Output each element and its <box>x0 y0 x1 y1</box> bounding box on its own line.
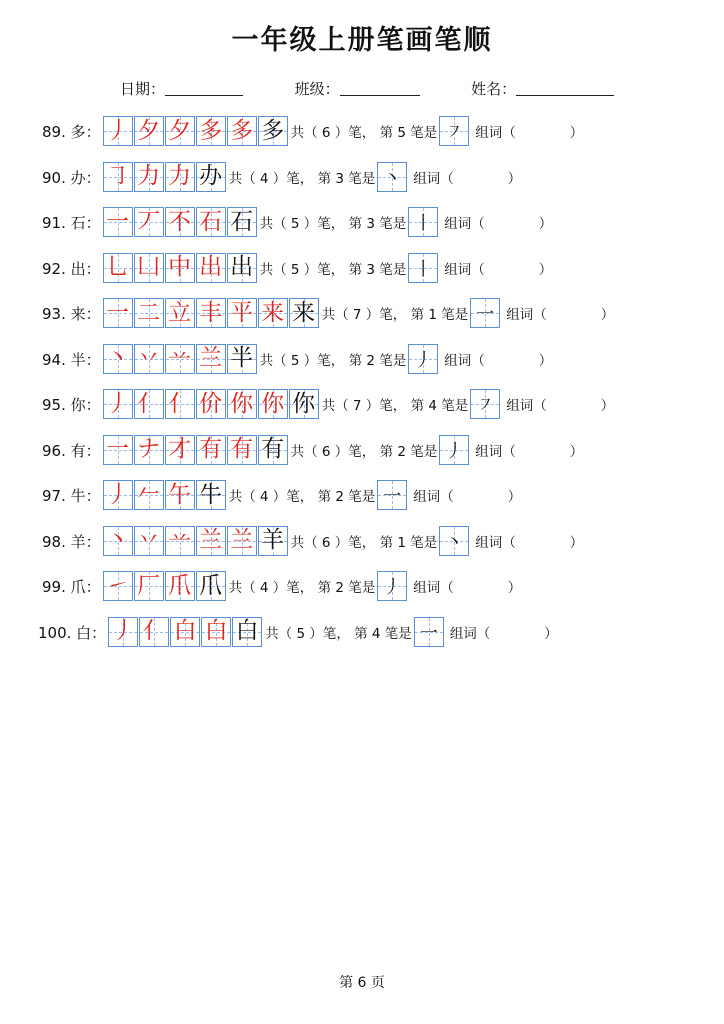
step-glyph: 䒑 <box>168 527 192 553</box>
step-glyph: 一 <box>106 299 130 326</box>
word-practice-field[interactable]: 组词（ ） <box>506 398 615 414</box>
step-glyph: 有 <box>230 436 254 462</box>
stroke-count-text: 共（ 6 ）笔， 第 5 笔是 <box>290 125 438 141</box>
exercise-row <box>42 338 552 374</box>
step-glyph: 牛 <box>199 481 223 508</box>
exercise-number: 93. 来： <box>42 305 101 323</box>
step-box <box>227 116 257 146</box>
step-glyph: 才 <box>168 436 192 462</box>
step-glyph: 一 <box>106 208 130 235</box>
info-bar <box>120 78 614 99</box>
stroke-count-text: 共（ 4 ）笔， 第 2 笔是 <box>228 580 376 596</box>
word-practice-field[interactable]: 组词（ ） <box>413 580 522 596</box>
step-glyph: ㇀ <box>106 572 130 599</box>
name-field[interactable] <box>516 81 614 96</box>
step-box <box>258 435 288 465</box>
stroke-steps <box>103 480 227 510</box>
answer-stroke-glyph: ㇇ <box>476 395 495 416</box>
exercise-number: 95. 你： <box>42 396 101 414</box>
answer-stroke-box <box>377 571 407 601</box>
step-glyph: 凵 <box>137 254 161 280</box>
step-box <box>134 480 164 510</box>
exercise-row <box>42 474 521 510</box>
step-box <box>196 207 226 237</box>
answer-stroke-box <box>414 617 444 647</box>
answer-stroke-box <box>470 389 500 419</box>
step-glyph: 来 <box>292 299 316 326</box>
step-glyph: 䒑 <box>168 345 192 371</box>
stroke-steps <box>103 116 289 146</box>
word-practice-field[interactable]: 组词（ ） <box>413 489 522 505</box>
answer-stroke-glyph: ㇇ <box>445 122 464 143</box>
answer-stroke-glyph: 丿 <box>383 577 402 598</box>
exercise-number: 96. 有： <box>42 441 101 460</box>
exercise-row <box>42 520 583 556</box>
step-glyph: 出 <box>230 254 254 280</box>
step-box <box>165 116 195 146</box>
step-glyph: 价 <box>199 390 223 417</box>
step-box <box>103 571 133 601</box>
step-glyph: 丷 <box>137 527 161 553</box>
step-box <box>134 435 164 465</box>
answer-stroke-box <box>470 298 500 328</box>
stroke-count-text: 共（ 6 ）笔， 第 1 笔是 <box>290 534 438 551</box>
stroke-steps <box>103 389 320 419</box>
step-glyph: 石 <box>199 208 223 235</box>
step-box <box>134 116 164 146</box>
step-box <box>103 116 133 146</box>
step-box <box>165 207 195 237</box>
word-practice-field[interactable]: 组词（ ） <box>475 443 584 460</box>
stroke-steps <box>108 617 263 647</box>
step-box <box>170 617 200 647</box>
stroke-steps <box>103 207 258 237</box>
step-box <box>134 389 164 419</box>
stroke-steps <box>103 435 289 465</box>
step-box <box>134 207 164 237</box>
step-box <box>103 344 133 374</box>
step-glyph: 羊 <box>261 527 285 553</box>
step-glyph: ナ <box>137 436 161 462</box>
step-box <box>103 526 133 556</box>
step-glyph: 你 <box>292 390 316 417</box>
stroke-count-text: 共（ 5 ）笔， 第 4 笔是 <box>265 625 412 642</box>
step-glyph: 来 <box>261 299 285 326</box>
step-glyph: 二 <box>137 299 161 326</box>
answer-stroke-glyph: 丿 <box>445 440 464 462</box>
step-glyph: 丿 <box>106 481 130 508</box>
word-practice-field[interactable]: 组词（ ） <box>444 216 553 232</box>
stroke-count-text: 共（ 7 ）笔， 第 4 笔是 <box>321 398 469 414</box>
step-box <box>134 253 164 283</box>
answer-stroke-glyph: 一 <box>419 622 438 644</box>
exercise-number: 89. 多： <box>42 123 101 141</box>
stroke-count-text: 共（ 5 ）笔， 第 3 笔是 <box>259 261 407 278</box>
answer-stroke-glyph: 一 <box>476 304 495 325</box>
stroke-count-text: 共（ 7 ）笔， 第 1 笔是 <box>321 307 469 323</box>
step-box <box>134 298 164 328</box>
step-box <box>196 344 226 374</box>
answer-stroke-box <box>377 480 407 510</box>
step-glyph: 丿 <box>106 117 130 144</box>
class-label: 班级： <box>294 80 340 98</box>
step-glyph: ㇆ <box>106 163 130 189</box>
word-practice-field[interactable]: 组词（ ） <box>475 125 584 141</box>
stroke-steps <box>103 571 227 601</box>
step-box <box>227 344 257 374</box>
page-title: 一年级上册笔画笔顺 <box>231 25 493 56</box>
step-glyph: 亻 <box>142 618 166 644</box>
step-box <box>258 298 288 328</box>
answer-stroke-glyph: 丶 <box>383 167 402 189</box>
page-number: 第 6 页 <box>339 975 385 991</box>
step-glyph: 夕 <box>137 117 161 144</box>
exercise-number: 90. 办： <box>42 168 101 187</box>
step-box <box>196 480 226 510</box>
step-box <box>196 253 226 283</box>
step-box <box>108 617 138 647</box>
step-box <box>103 480 133 510</box>
step-box <box>227 435 257 465</box>
exercise-row <box>42 429 583 465</box>
name-label: 姓名： <box>471 80 517 98</box>
step-box <box>134 571 164 601</box>
date-label: 日期： <box>120 80 166 98</box>
answer-stroke-box <box>439 526 469 556</box>
step-glyph: 丿 <box>111 618 135 644</box>
word-practice-field[interactable]: 组词（ ） <box>506 307 615 323</box>
stroke-steps <box>103 344 258 374</box>
step-box <box>196 435 226 465</box>
step-box <box>258 389 288 419</box>
step-box <box>103 298 133 328</box>
step-glyph: 你 <box>261 390 285 417</box>
step-glyph: 丆 <box>137 208 161 235</box>
step-glyph: 乚 <box>106 254 130 280</box>
step-box <box>227 298 257 328</box>
class-field[interactable] <box>340 81 420 96</box>
step-box <box>227 526 257 556</box>
exercise-number: 100. 白： <box>38 623 107 642</box>
step-glyph: 办 <box>199 163 223 189</box>
stroke-steps <box>103 253 258 283</box>
step-box <box>103 435 133 465</box>
step-box <box>227 389 257 419</box>
step-glyph: 兰 <box>199 527 223 553</box>
step-glyph: 一 <box>106 436 130 462</box>
stroke-count-text: 共（ 4 ）笔， 第 2 笔是 <box>228 489 376 505</box>
word-practice-field[interactable]: 组词（ ） <box>444 352 553 369</box>
exercise-number: 97. 牛： <box>42 487 101 505</box>
word-practice-field[interactable]: 组词（ ） <box>449 625 558 642</box>
step-box <box>165 298 195 328</box>
step-glyph: 亻 <box>168 390 192 417</box>
step-box <box>165 253 195 283</box>
step-box <box>103 162 133 192</box>
step-box <box>165 571 195 601</box>
step-glyph: 白 <box>173 618 197 644</box>
step-glyph: 石 <box>230 208 254 235</box>
step-box <box>289 298 319 328</box>
exercise-number: 91. 石： <box>42 214 101 232</box>
step-box <box>165 526 195 556</box>
step-box <box>196 162 226 192</box>
step-box <box>103 253 133 283</box>
answer-stroke-glyph: 丿 <box>414 349 433 371</box>
stroke-count-text: 共（ 5 ）笔， 第 2 笔是 <box>259 352 407 369</box>
exercise-number: 99. 爪： <box>42 578 101 596</box>
exercise-row <box>42 156 521 192</box>
date-field[interactable] <box>165 81 243 96</box>
answer-stroke-glyph: 丨 <box>414 258 433 280</box>
answer-stroke-box <box>439 116 469 146</box>
step-box <box>165 480 195 510</box>
step-glyph: 立 <box>168 299 192 326</box>
step-box <box>196 116 226 146</box>
step-box <box>196 389 226 419</box>
step-box <box>134 162 164 192</box>
step-glyph: 你 <box>230 390 254 417</box>
stroke-steps <box>103 162 227 192</box>
step-glyph: 多 <box>261 117 285 144</box>
step-glyph: 爪 <box>168 572 192 599</box>
step-glyph: 爪 <box>199 572 223 599</box>
step-box <box>103 207 133 237</box>
step-glyph: 力 <box>168 163 192 189</box>
step-glyph: 兰 <box>199 345 223 371</box>
step-box <box>165 344 195 374</box>
step-box <box>232 617 262 647</box>
answer-stroke-glyph: 丨 <box>414 213 433 234</box>
step-glyph: 白 <box>204 618 228 644</box>
step-glyph: 𠂉 <box>137 481 161 508</box>
step-glyph: 夕 <box>168 117 192 144</box>
word-practice-field[interactable]: 组词（ ） <box>413 170 522 187</box>
step-box <box>289 389 319 419</box>
step-glyph: 兰 <box>230 527 254 553</box>
answer-stroke-box <box>408 207 438 237</box>
step-glyph: 丷 <box>137 345 161 371</box>
step-glyph: 厂 <box>137 572 161 599</box>
step-box <box>196 526 226 556</box>
step-glyph: 丿 <box>106 390 130 417</box>
step-box <box>201 617 231 647</box>
exercise-row <box>42 247 552 283</box>
step-glyph: 半 <box>230 345 254 371</box>
step-box <box>103 389 133 419</box>
step-glyph: 多 <box>230 117 254 144</box>
answer-stroke-box <box>408 253 438 283</box>
exercise-row <box>42 201 552 237</box>
exercise-row <box>42 383 614 419</box>
step-glyph: 中 <box>168 254 192 280</box>
step-glyph: 力 <box>137 163 161 189</box>
step-box <box>258 116 288 146</box>
step-box <box>165 389 195 419</box>
step-glyph: 午 <box>168 481 192 508</box>
step-glyph: 丶 <box>106 527 130 553</box>
stroke-count-text: 共（ 5 ）笔， 第 3 笔是 <box>259 216 407 232</box>
exercise-row <box>42 292 614 328</box>
exercise-number: 94. 半： <box>42 350 101 369</box>
step-box <box>165 162 195 192</box>
step-box <box>165 435 195 465</box>
step-glyph: 有 <box>199 436 223 462</box>
answer-stroke-glyph: 一 <box>383 486 402 507</box>
stroke-steps <box>103 526 289 556</box>
word-practice-field[interactable]: 组词（ ） <box>444 261 553 278</box>
exercise-row <box>38 611 558 647</box>
step-glyph: 亻 <box>137 390 161 417</box>
exercise-number: 92. 出： <box>42 259 101 278</box>
stroke-count-text: 共（ 4 ）笔， 第 3 笔是 <box>228 170 376 187</box>
step-box <box>196 298 226 328</box>
step-glyph: 不 <box>168 208 192 235</box>
step-glyph: 出 <box>199 254 223 280</box>
step-box <box>227 207 257 237</box>
step-glyph: 平 <box>230 299 254 326</box>
step-box <box>258 526 288 556</box>
exercise-number: 98. 羊： <box>42 532 101 551</box>
answer-stroke-box <box>439 435 469 465</box>
answer-stroke-box <box>408 344 438 374</box>
exercise-row <box>42 110 583 146</box>
exercise-row <box>42 565 521 601</box>
step-box <box>196 571 226 601</box>
answer-stroke-glyph: 丶 <box>445 531 464 553</box>
stroke-steps <box>103 298 320 328</box>
step-glyph: 有 <box>261 436 285 462</box>
step-box <box>134 526 164 556</box>
step-box <box>139 617 169 647</box>
step-glyph: 丶 <box>106 345 130 371</box>
step-box <box>134 344 164 374</box>
stroke-count-text: 共（ 6 ）笔， 第 2 笔是 <box>290 443 438 460</box>
answer-stroke-box <box>377 162 407 192</box>
step-glyph: 多 <box>199 117 223 144</box>
word-practice-field[interactable]: 组词（ ） <box>475 534 584 551</box>
step-glyph: 丰 <box>199 299 223 326</box>
step-box <box>227 253 257 283</box>
step-glyph: 白 <box>235 618 259 644</box>
